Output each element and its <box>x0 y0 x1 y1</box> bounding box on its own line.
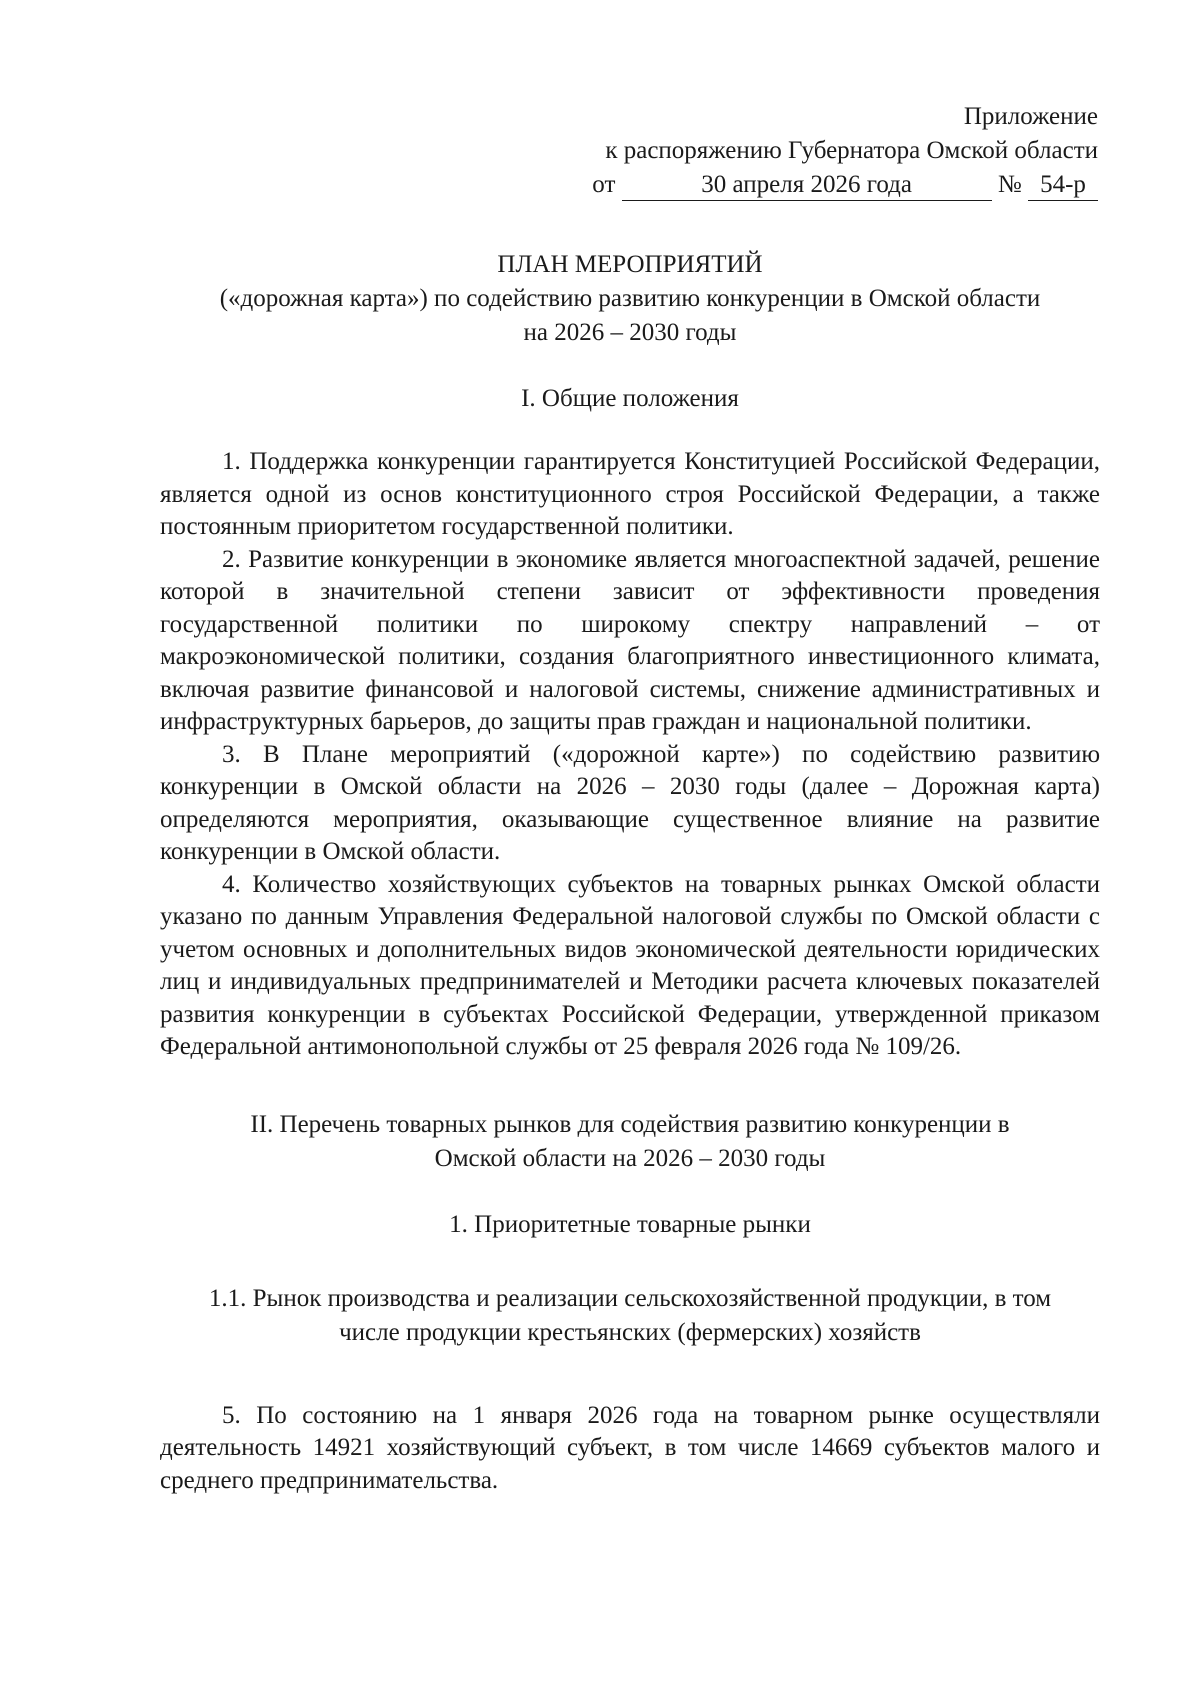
section1-heading: I. Общие положения <box>521 385 739 412</box>
annex-header <box>160 100 1098 202</box>
plan-heading <box>160 248 1100 350</box>
number-label: № <box>997 171 1022 198</box>
section2-heading-line1: II. Перечень товарных рынков для содействия развитию конкуренции в <box>250 1110 1010 1138</box>
paragraph-3: 3. В Плане мероприятий («дорожной карте») по содействию развитию конкуренции в Омской области на 2026 – 2030 годы (далее – Дорожная карта) определяются мероприятия, оказывающие существенное влияние на развитие конкуренции в Омской области. <box>160 740 1100 865</box>
paragraph-5: 5. По состоянию на 1 января 2026 года на товарном рынке осуществляли деятельность 14921 хозяйствующий субъект, в том числе 14669 субъектов малого и среднего предпринимательства. <box>160 1401 1100 1494</box>
plan-subtitle: («дорожная карта») по содействию развитию конкуренции в Омской области <box>219 285 1041 312</box>
paragraph-2: 2. Развитие конкуренции в экономике является многоаспектной задачей, решение которой в значительной степени зависит от эффективности проведения государственной политики по широкому спектру направлений – от макроэкономической политики, создания благоприятного инвестиционного климата, включая развитие финансовой и налоговой системы, снижение административных и инфраструктурных барьеров, до защиты прав граждан и национальной политики. <box>160 545 1100 735</box>
annex-order-ref: к распоряжению Губернатора Омской области <box>605 137 1098 164</box>
plan-period: на 2026 – 2030 годы <box>523 319 737 346</box>
annex-date-number-line <box>160 168 1098 202</box>
section2-heading-line2: Омской области на 2026 – 2030 годы <box>434 1144 826 1172</box>
section2-heading <box>160 1108 1100 1176</box>
order-date: 30 апреля 2026 года <box>622 170 992 201</box>
market-title <box>160 1282 1100 1350</box>
annex-title: Приложение <box>963 103 1098 130</box>
market-title-line2: числе продукции крестьянских (фермерских) хозяйств <box>339 1318 921 1346</box>
plan-title: ПЛАН МЕРОПРИЯТИЙ <box>497 251 763 278</box>
from-label: от <box>592 171 616 198</box>
priority-markets-heading: 1. Приоритетные товарные рынки <box>449 1210 811 1238</box>
section1-body <box>160 446 1100 1064</box>
paragraph-4: 4. Количество хозяйствующих субъектов на товарных рынках Омской области указано по данным Управления Федеральной налоговой службы по Омской области с учетом основных и дополнительных видов экономической деятельности юридических лиц и индивидуальных предпринимателей и Методики расчета ключевых показателей развития конкуренции в субъектах Российской Федерации, утвержденной приказом Федеральной антимонопольной службы от 25 февраля 2026 года № 109/26. <box>160 870 1100 1060</box>
order-number: 54-р <box>1028 170 1098 201</box>
paragraph-1: 1. Поддержка конкуренции гарантируется Конституцией Российской Федерации, является одной из основ конституционного строя Российской Федерации, а также постоянным приоритетом государственной политики. <box>160 448 1100 540</box>
market-title-line1: 1.1. Рынок производства и реализации сельскохозяйственной продукции, в том <box>208 1284 1052 1312</box>
